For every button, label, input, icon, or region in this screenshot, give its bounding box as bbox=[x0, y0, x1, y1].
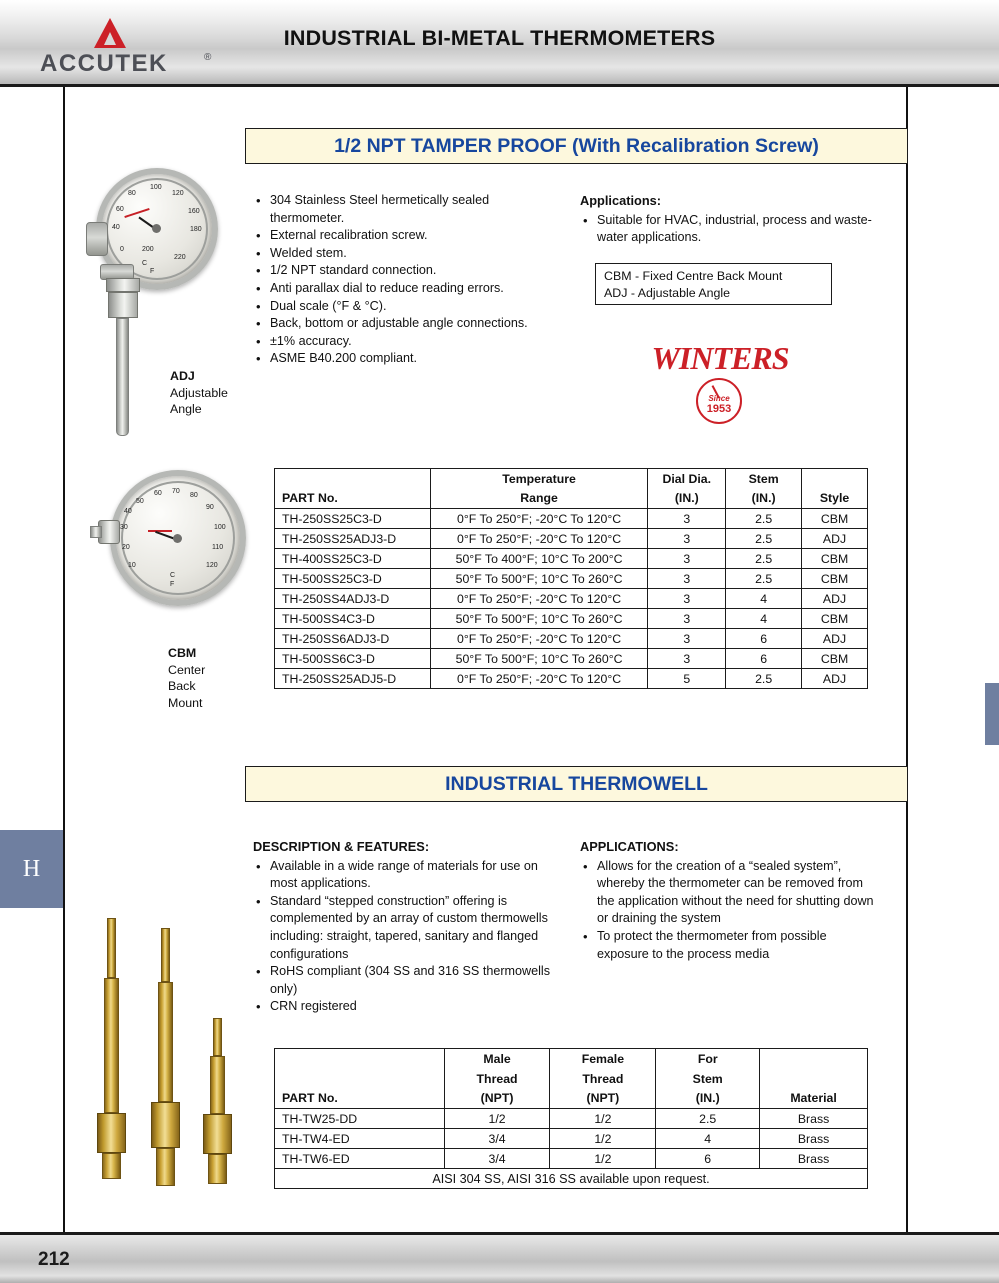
page-title: INDUSTRIAL BI-METAL THERMOMETERS bbox=[283, 26, 716, 50]
thermowell-description-item: • Available in a wide range of materials for use on most applications. bbox=[253, 858, 563, 893]
adj-caption-line2: Angle bbox=[170, 402, 202, 416]
cell-dial: 3 bbox=[648, 609, 726, 629]
header-male-unit: (NPT) bbox=[444, 1089, 550, 1109]
table-row bbox=[275, 1149, 868, 1169]
thermowell-description-item: • RoHS compliant (304 SS and 316 SS thermowells only) bbox=[253, 963, 563, 998]
cell-style: ADJ bbox=[802, 589, 868, 609]
feature-item: • Welded stem. bbox=[253, 245, 553, 263]
cell-style: ADJ bbox=[802, 669, 868, 689]
cell-dial: 3 bbox=[648, 589, 726, 609]
header-style: Style bbox=[802, 489, 868, 509]
thermometer-applications-block bbox=[580, 192, 890, 247]
table-row bbox=[275, 629, 868, 649]
cell-stem: 2.5 bbox=[726, 509, 802, 529]
cell-style: ADJ bbox=[802, 629, 868, 649]
adj-caption bbox=[170, 368, 228, 418]
thermowell-1-hex bbox=[97, 1113, 126, 1153]
logo-text: ACCUTEK bbox=[40, 50, 168, 77]
winters-brand-logo bbox=[650, 340, 790, 432]
page-header bbox=[0, 0, 999, 87]
page-number: 212 bbox=[38, 1249, 70, 1270]
cell-range: 50°F To 500°F; 10°C To 260°C bbox=[430, 569, 648, 589]
legend-item-cbm: CBM - Fixed Centre Back Mount bbox=[604, 269, 783, 283]
cell-material: Brass bbox=[760, 1109, 868, 1129]
adj-dial-tick-label: 200 bbox=[142, 246, 154, 253]
page-footer bbox=[0, 1232, 999, 1283]
adj-dial-tick-label: 160 bbox=[188, 208, 200, 215]
feature-item: • ±1% accuracy. bbox=[253, 333, 553, 351]
mount-style-legend bbox=[595, 263, 832, 305]
cell-part-no: TH-250SS25C3-D bbox=[275, 509, 431, 529]
cell-part-no: TH-500SS25C3-D bbox=[275, 569, 431, 589]
thermowell-application-item: • To protect the thermometer from possible exposure to the process media bbox=[580, 928, 880, 963]
cell-dial: 3 bbox=[648, 549, 726, 569]
adj-dial-tick-label: 100 bbox=[150, 184, 162, 191]
adj-hex-nut bbox=[106, 278, 140, 292]
cell-part-no: TH-TW25-DD bbox=[275, 1109, 445, 1129]
cell-range: 0°F To 250°F; -20°C To 120°C bbox=[430, 589, 648, 609]
thermowell-applications-heading: APPLICATIONS: bbox=[580, 839, 679, 854]
thermometer-section-banner: 1/2 NPT TAMPER PROOF (With Recalibration Screw) bbox=[245, 128, 908, 164]
thermometer-features-list bbox=[253, 192, 553, 368]
cell-part-no: TH-500SS6C3-D bbox=[275, 649, 431, 669]
cell-stem: 6 bbox=[726, 649, 802, 669]
cbm-dial-tick-label: 30 bbox=[120, 524, 128, 531]
cbm-caption-line1: Center bbox=[168, 662, 206, 677]
adj-dial-tick-label: 180 bbox=[190, 226, 202, 233]
feature-item: • Anti parallax dial to reduce reading errors. bbox=[253, 280, 553, 298]
thermowell-2-hex bbox=[151, 1102, 180, 1148]
cell-male-thread: 3/4 bbox=[444, 1129, 550, 1149]
adj-dial-scale-label: F bbox=[150, 268, 155, 275]
thermowell-description-item: • Standard “stepped construction” offering is complemented by an array of custom thermowells including: straight, tapered, sanitary and flanged configurations bbox=[253, 893, 563, 963]
cell-part-no: TH-500SS4C3-D bbox=[275, 609, 431, 629]
section-tab-marker-right bbox=[985, 683, 999, 745]
header-dial-dia-unit: (IN.) bbox=[648, 489, 726, 509]
thermowell-1-tip bbox=[107, 918, 116, 978]
cbm-dial-tick-label: 110 bbox=[212, 544, 224, 551]
cell-range: 0°F To 250°F; -20°C To 120°C bbox=[430, 629, 648, 649]
thermowell-description-heading: DESCRIPTION & FEATURES: bbox=[253, 839, 430, 854]
cbm-caption-line3: Mount bbox=[168, 695, 203, 710]
cell-range: 0°F To 250°F; -20°C To 120°C bbox=[430, 669, 648, 689]
cell-dial: 5 bbox=[648, 669, 726, 689]
table-row bbox=[275, 549, 868, 569]
adj-dial-tick-label: 220 bbox=[174, 254, 186, 261]
cell-range: 50°F To 500°F; 10°C To 260°C bbox=[430, 609, 648, 629]
header-range: Range bbox=[430, 489, 648, 509]
cell-part-no: TH-250SS6ADJ3-D bbox=[275, 629, 431, 649]
table-note-row bbox=[275, 1169, 868, 1189]
application-item: • Suitable for HVAC, industrial, process and waste-water applications. bbox=[580, 212, 890, 247]
cell-material: Brass bbox=[760, 1129, 868, 1149]
cbm-dial-tick-label: 40 bbox=[124, 508, 132, 515]
legend-item-adj: ADJ - Adjustable Angle bbox=[604, 285, 731, 300]
feature-item: • ASME B40.200 compliant. bbox=[253, 350, 553, 368]
header-for-stem: For bbox=[656, 1049, 760, 1069]
adj-stem bbox=[116, 318, 129, 436]
header-material-blank-2 bbox=[760, 1069, 868, 1089]
feature-item: • Dual scale (°F & °C). bbox=[253, 298, 553, 316]
applications-heading: Applications: bbox=[580, 193, 662, 208]
winters-brand-name: WINTERS bbox=[651, 340, 789, 376]
cell-dial: 3 bbox=[648, 569, 726, 589]
feature-item: • Back, bottom or adjustable angle connections. bbox=[253, 315, 553, 333]
table-row bbox=[275, 669, 868, 689]
cbm-dial-tick-label: 60 bbox=[154, 490, 162, 497]
cell-for-stem: 6 bbox=[656, 1149, 760, 1169]
header-part-no: PART No. bbox=[275, 489, 431, 509]
header-for-stem-unit: (IN.) bbox=[656, 1089, 760, 1109]
thermowell-description-block bbox=[253, 838, 563, 1016]
cell-range: 0°F To 250°F; -20°C To 120°C bbox=[430, 529, 648, 549]
table-header-row-3 bbox=[275, 1089, 868, 1109]
cell-dial: 3 bbox=[648, 649, 726, 669]
thermowell-2-thread bbox=[156, 1148, 175, 1186]
cell-stem: 6 bbox=[726, 629, 802, 649]
thermowell-description-item: • CRN registered bbox=[253, 998, 563, 1016]
cell-part-no: TH-250SS4ADJ3-D bbox=[275, 589, 431, 609]
cell-material: Brass bbox=[760, 1149, 868, 1169]
cell-for-stem: 2.5 bbox=[656, 1109, 760, 1129]
thermometer-spec-table bbox=[274, 468, 868, 689]
thermowell-2-shank bbox=[158, 982, 173, 1102]
cbm-thermometer-image bbox=[90, 468, 260, 648]
thermowell-3-tip bbox=[213, 1018, 222, 1056]
thermowell-3-thread bbox=[208, 1154, 227, 1184]
cell-part-no: TH-TW4-ED bbox=[275, 1129, 445, 1149]
cell-stem: 2.5 bbox=[726, 669, 802, 689]
header-blank bbox=[275, 1049, 445, 1069]
cell-range: 50°F To 500°F; 10°C To 260°C bbox=[430, 649, 648, 669]
header-female-unit: (NPT) bbox=[550, 1089, 656, 1109]
thermowell-3-shank bbox=[210, 1056, 225, 1114]
feature-item: • External recalibration screw. bbox=[253, 227, 553, 245]
cbm-dial-tick-label: 50 bbox=[136, 498, 144, 505]
thermowell-spec-table bbox=[274, 1048, 868, 1189]
feature-item: • 1/2 NPT standard connection. bbox=[253, 262, 553, 280]
thermowell-2-tip bbox=[161, 928, 170, 982]
thermowell-application-item: • Allows for the creation of a “sealed system”, whereby the thermometer can be removed from the application without the need for shutting down or draining the system bbox=[580, 858, 880, 928]
cbm-dial-scale-label: F bbox=[170, 581, 175, 588]
cell-dial: 3 bbox=[648, 629, 726, 649]
cell-style: CBM bbox=[802, 609, 868, 629]
thermowell-3-hex bbox=[203, 1114, 232, 1154]
table-row bbox=[275, 1129, 868, 1149]
winters-since-label: Since bbox=[708, 394, 730, 403]
adj-dial-tick-label: 0 bbox=[120, 246, 124, 253]
table-header-row-1 bbox=[275, 469, 868, 489]
header-stem-unit: (IN.) bbox=[726, 489, 802, 509]
table-header-row-1 bbox=[275, 1049, 868, 1069]
table-row bbox=[275, 529, 868, 549]
cell-dial: 3 bbox=[648, 509, 726, 529]
header-stem: Stem bbox=[726, 469, 802, 489]
cell-part-no: TH-250SS25ADJ5-D bbox=[275, 669, 431, 689]
cell-range: 50°F To 400°F; 10°C To 200°C bbox=[430, 549, 648, 569]
cell-style: CBM bbox=[802, 569, 868, 589]
cbm-caption-line2: Back bbox=[168, 679, 196, 693]
cell-female-thread: 1/2 bbox=[550, 1149, 656, 1169]
header-female-thread-2: Thread bbox=[550, 1069, 656, 1089]
cell-style: CBM bbox=[802, 649, 868, 669]
header-material-blank bbox=[760, 1049, 868, 1069]
feature-item: • 304 Stainless Steel hermetically sealed thermometer. bbox=[253, 192, 553, 227]
cell-part-no: TH-TW6-ED bbox=[275, 1149, 445, 1169]
cell-for-stem: 4 bbox=[656, 1129, 760, 1149]
adj-dial-tick-label: 40 bbox=[112, 224, 120, 231]
cell-style: CBM bbox=[802, 509, 868, 529]
adj-dial-hub bbox=[152, 224, 161, 233]
adj-caption-line1: Adjustable bbox=[170, 385, 228, 400]
header-part-no: PART No. bbox=[275, 1089, 445, 1109]
cell-part-no: TH-250SS25ADJ3-D bbox=[275, 529, 431, 549]
cell-stem: 4 bbox=[726, 609, 802, 629]
table-row bbox=[275, 589, 868, 609]
thermowell-images bbox=[85, 900, 255, 1200]
section-tab-marker bbox=[0, 830, 63, 908]
thermowell-applications-block bbox=[580, 838, 880, 963]
table-row bbox=[275, 609, 868, 629]
cell-stem: 4 bbox=[726, 589, 802, 609]
cbm-dial-scale-label: C bbox=[170, 572, 176, 579]
thermowell-1-thread bbox=[102, 1153, 121, 1179]
winters-year-label: 1953 bbox=[706, 403, 732, 415]
header-male-thread: Male bbox=[444, 1049, 550, 1069]
header-for-stem-2: Stem bbox=[656, 1069, 760, 1089]
header-blank-2 bbox=[275, 1069, 445, 1089]
adj-dial-scale-label: C bbox=[142, 260, 148, 267]
adj-thermometer-image bbox=[80, 168, 240, 468]
table-row bbox=[275, 569, 868, 589]
cbm-caption-code: CBM bbox=[168, 646, 197, 660]
cell-range: 0°F To 250°F; -20°C To 120°C bbox=[430, 509, 648, 529]
adj-npt-thread bbox=[108, 292, 138, 318]
cell-female-thread: 1/2 bbox=[550, 1109, 656, 1129]
header-material: Material bbox=[760, 1089, 868, 1109]
cbm-dial-tick-label: 100 bbox=[214, 524, 226, 531]
table-row bbox=[275, 509, 868, 529]
adj-bracket bbox=[86, 222, 108, 256]
thermowell-1-shank bbox=[104, 978, 119, 1113]
cell-style: ADJ bbox=[802, 529, 868, 549]
logo-registered-mark: ® bbox=[204, 52, 212, 63]
adj-dial-tick-label: 60 bbox=[116, 206, 124, 213]
cell-stem: 2.5 bbox=[726, 549, 802, 569]
header-dial-dia: Dial Dia. bbox=[648, 469, 726, 489]
thermowell-table-note: AISI 304 SS, AISI 316 SS available upon request. bbox=[275, 1169, 868, 1189]
cbm-dial-hub bbox=[173, 534, 182, 543]
table-header-row-2 bbox=[275, 1069, 868, 1089]
cell-stem: 2.5 bbox=[726, 529, 802, 549]
header-male-thread-2: Thread bbox=[444, 1069, 550, 1089]
cell-female-thread: 1/2 bbox=[550, 1129, 656, 1149]
header-style-blank bbox=[802, 469, 868, 489]
cell-male-thread: 1/2 bbox=[444, 1109, 550, 1129]
section-tab-letter: H bbox=[22, 856, 41, 882]
cbm-dial-tick-label: 120 bbox=[206, 562, 218, 569]
cbm-dial-tick-label: 80 bbox=[190, 492, 198, 499]
cbm-dial-tick-label: 90 bbox=[206, 504, 214, 511]
cbm-dial-tick-label: 10 bbox=[128, 562, 136, 569]
cell-style: CBM bbox=[802, 549, 868, 569]
adj-dial-tick-label: 120 bbox=[172, 190, 184, 197]
adj-dial-tick-label: 80 bbox=[128, 190, 136, 197]
cbm-caption bbox=[168, 645, 205, 711]
table-row bbox=[275, 649, 868, 669]
cell-part-no: TH-400SS25C3-D bbox=[275, 549, 431, 569]
cbm-stem bbox=[90, 526, 102, 538]
thermowell-section-banner: INDUSTRIAL THERMOWELL bbox=[245, 766, 908, 802]
adj-caption-code: ADJ bbox=[170, 369, 195, 383]
cell-male-thread: 3/4 bbox=[444, 1149, 550, 1169]
table-header-row-2 bbox=[275, 489, 868, 509]
header-female-thread: Female bbox=[550, 1049, 656, 1069]
cbm-dial-tick-label: 70 bbox=[172, 488, 180, 495]
cell-dial: 3 bbox=[648, 529, 726, 549]
cell-stem: 2.5 bbox=[726, 569, 802, 589]
cbm-dial-tick-label: 20 bbox=[122, 544, 130, 551]
header-temperature: Temperature bbox=[430, 469, 648, 489]
header-blank bbox=[275, 469, 431, 489]
table-row bbox=[275, 1109, 868, 1129]
